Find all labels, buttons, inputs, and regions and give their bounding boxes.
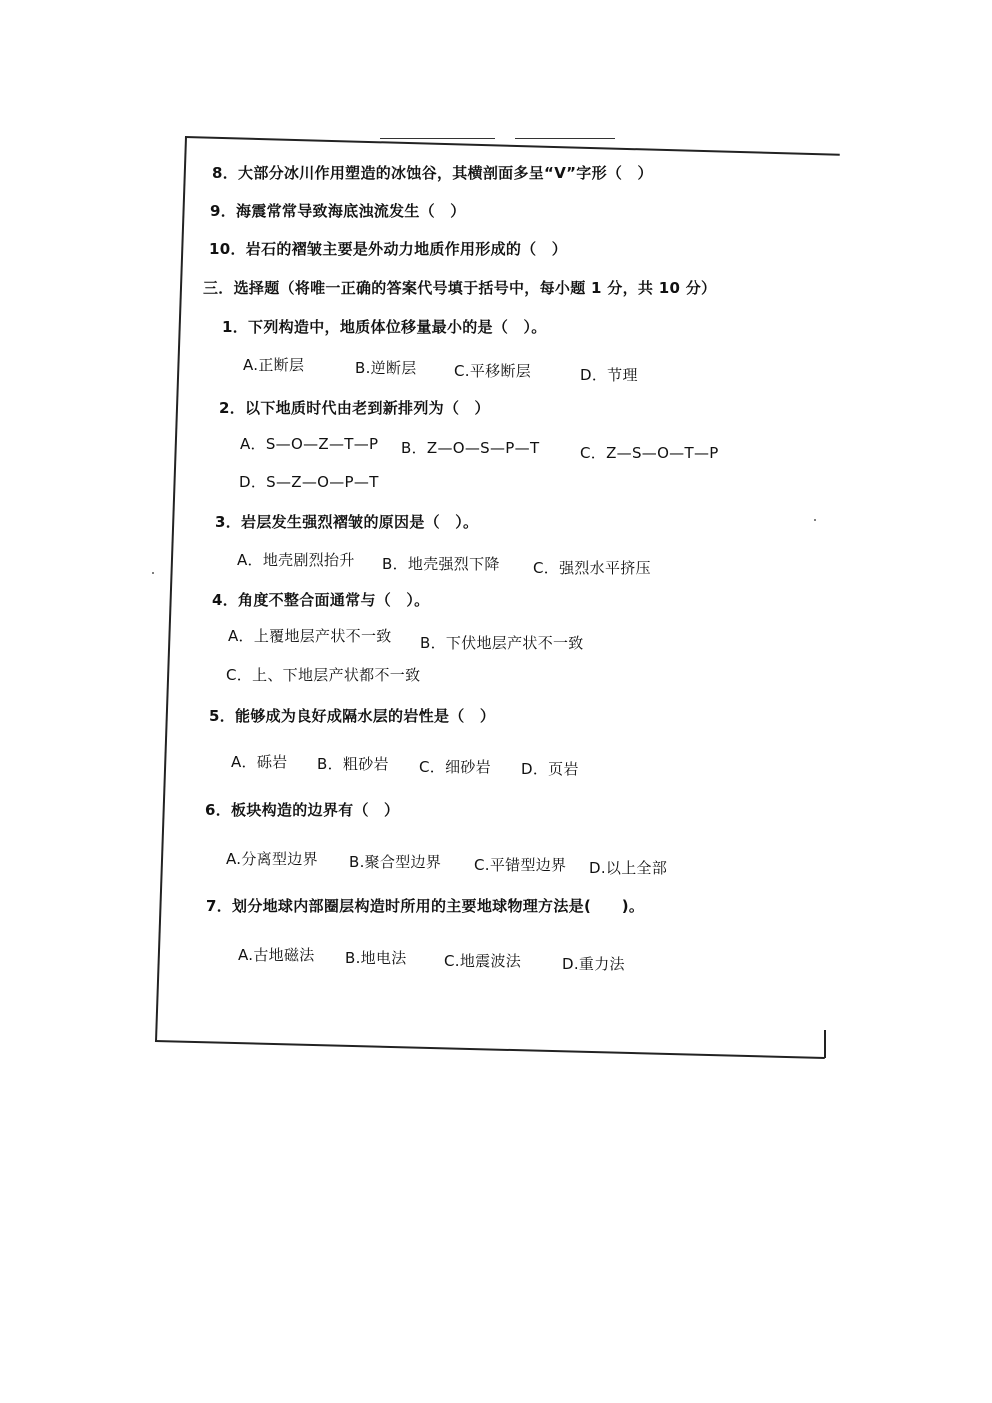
frame-right-border xyxy=(824,1030,826,1058)
mc-question-5-option-b: B．粗砂岩 xyxy=(317,755,389,773)
frame-top-mark-1 xyxy=(380,138,495,139)
section-title: 三．选择题（将唯一正确的答案代号填于括号中，每小题 1 分，共 10 分） xyxy=(203,279,717,297)
mc-question-5-option-d: D．页岩 xyxy=(521,760,579,778)
mc-question-3-option-a: A．地壳剧烈抬升 xyxy=(237,551,355,569)
mc-question-6-option-a: A.分离型边界 xyxy=(226,850,318,868)
mc-question-2-option-c: C．Z—S—O—T—P xyxy=(580,444,719,462)
mc-question-4-option-b: B．下伏地层产状不一致 xyxy=(420,634,584,652)
mc-question-7-option-a: A.古地磁法 xyxy=(238,946,315,964)
tf-question-9: 9．海震常常导致海底浊流发生（ ） xyxy=(210,202,466,220)
mc-question-2-option-a: A．S—O—Z—T—P xyxy=(240,435,379,453)
mc-question-1-option-c: C.平移断层 xyxy=(454,362,532,380)
mc-question-3-stem: 3．岩层发生强烈褶皱的原因是（ ）。 xyxy=(215,513,479,531)
frame-bottom-border xyxy=(155,1040,825,1059)
mc-question-4-option-c: C．上、下地层产状都不一致 xyxy=(226,666,421,684)
mc-question-2-option-d: D．S—Z—O—P—T xyxy=(239,473,379,491)
mc-question-7-option-b: B.地电法 xyxy=(345,949,407,967)
frame-left-border xyxy=(155,137,187,1041)
mc-question-1-option-b: B.逆断层 xyxy=(355,359,417,377)
mc-question-5-option-a: A．砾岩 xyxy=(231,753,288,771)
tf-question-10: 10．岩石的褶皱主要是外动力地质作用形成的（ ） xyxy=(209,240,568,258)
mc-question-3-option-c: C．强烈水平挤压 xyxy=(533,559,651,577)
mc-question-7-option-c: C.地震波法 xyxy=(444,952,522,970)
mc-question-7-option-d: D.重力法 xyxy=(562,955,625,973)
tf-question-8: 8．大部分冰川作用塑造的冰蚀谷，其横剖面多呈“V”字形（ ） xyxy=(212,164,653,182)
mc-question-6-stem: 6．板块构造的边界有（ ） xyxy=(205,801,400,819)
mc-question-6-option-d: D.以上全部 xyxy=(589,859,668,877)
mc-question-3-option-b: B．地壳强烈下降 xyxy=(382,555,500,573)
frame-top-border xyxy=(185,136,840,156)
mc-question-1-option-d: D．节理 xyxy=(580,366,638,384)
mc-question-6-option-b: B.聚合型边界 xyxy=(349,853,442,871)
mc-question-7-stem: 7．划分地球内部圈层构造时所用的主要地球物理方法是( )。 xyxy=(206,897,645,915)
mc-question-1-stem: 1．下列构造中，地质体位移量最小的是（ ）。 xyxy=(222,318,547,336)
mc-question-4-option-a: A．上覆地层产状不一致 xyxy=(228,627,392,645)
scan-speck xyxy=(152,572,154,574)
mc-question-5-option-c: C．细砂岩 xyxy=(419,758,491,776)
mc-question-1-option-a: A.正断层 xyxy=(243,356,305,374)
mc-question-2-option-b: B．Z—O—S—P—T xyxy=(401,439,540,457)
mc-question-4-stem: 4．角度不整合面通常与（ ）。 xyxy=(212,591,430,609)
mc-question-5-stem: 5．能够成为良好成隔水层的岩性是（ ） xyxy=(209,707,496,725)
mc-question-6-option-c: C.平错型边界 xyxy=(474,856,567,874)
scan-speck xyxy=(814,519,816,521)
frame-top-mark-2 xyxy=(515,138,615,139)
mc-question-2-stem: 2．以下地质时代由老到新排列为（ ） xyxy=(219,399,490,417)
